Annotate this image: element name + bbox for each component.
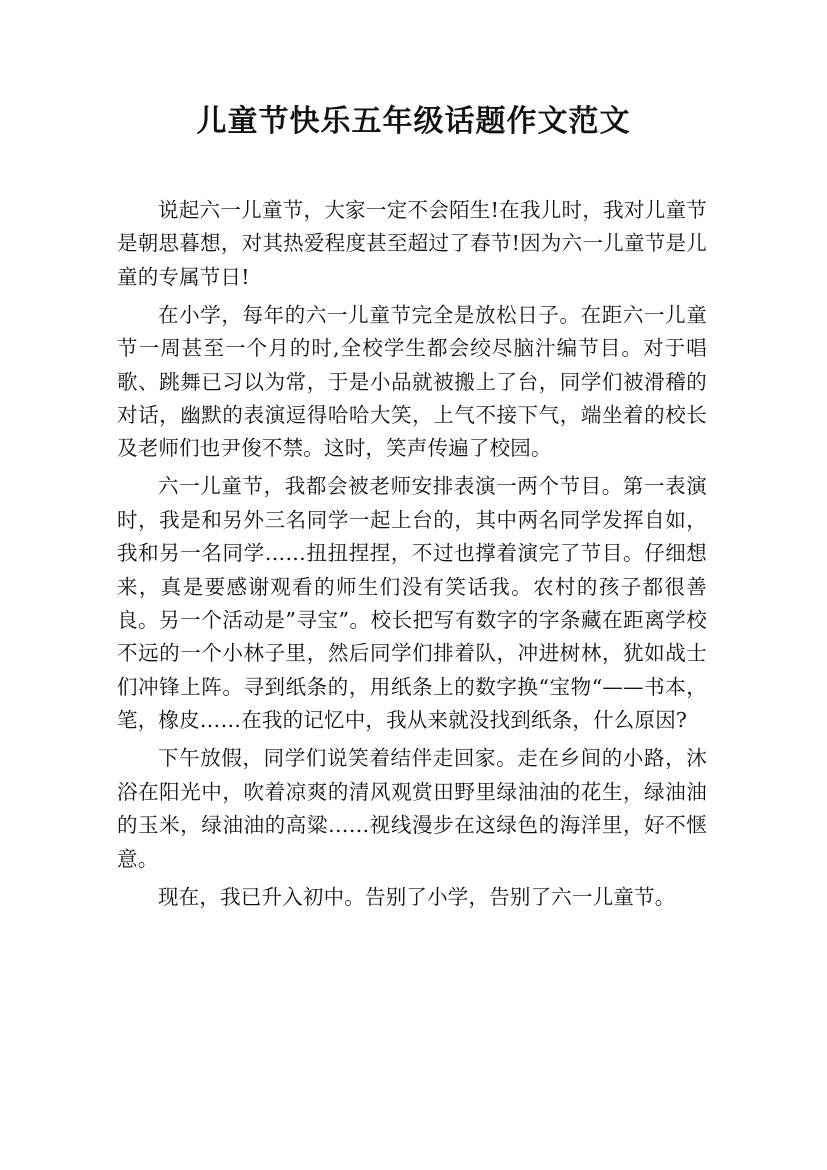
- paragraph-5: 现在，我已升入初中。告别了小学，告别了六一儿童节。: [158, 884, 676, 909]
- paragraph-1: 说起六一儿童节，大家一定不会陌生!在我儿时，我对儿童节是朝思暮想，对其热爱程度甚至超过了春节!因为六一儿童节是儿童的专属节日!: [117, 198, 707, 289]
- document-title: 儿童节快乐五年级话题作文范文: [196, 104, 631, 139]
- paragraph-4: 下午放假，同学们说笑着结伴走回家。走在乡间的小路，沐浴在阳光中，吹着凉爽的清风观赏田野里绿油油的花生，绿油油的玉米，绿油油的高粱……视线漫步在这绿色的海洋里，好不惬意。: [117, 746, 707, 871]
- paragraph-3: 六一儿童节，我都会被老师安排表演一两个节目。第一表演时，我是和另外三名同学一起上台的，其中两名同学发挥自如，我和另一名同学……扭扭捏捏，不过也撑着演完了节目。仔细想来，真是要感谢观看的师生们没有笑话我。农村的孩子都很善良。另一个活动是”寻宝”。校长把写有数字的字条藏在距离学校不远的一个小林子里，然后同学们排着队，冲进树林，犹如战士们冲锋上阵。寻到纸条的，用纸条上的数字换“宝物“——书本，笔，橡皮……在我的记忆中，我从来就没找到纸条，什么原因?: [117, 474, 707, 733]
- document-body: [117, 194, 707, 919]
- paragraph-2: 在小学，每年的六一儿童节完全是放松日子。在距六一儿童节一周甚至一个月的时,全校学生都会绞尽脑汁编节目。对于唱歌、跳舞已习以为常，于是小品就被搬上了台，同学们被滑稽的对话，幽默的表演逗得哈哈大笑，上气不接下气，端坐着的校长及老师们也尹俊不禁。这时，笑声传遍了校园。: [117, 302, 707, 461]
